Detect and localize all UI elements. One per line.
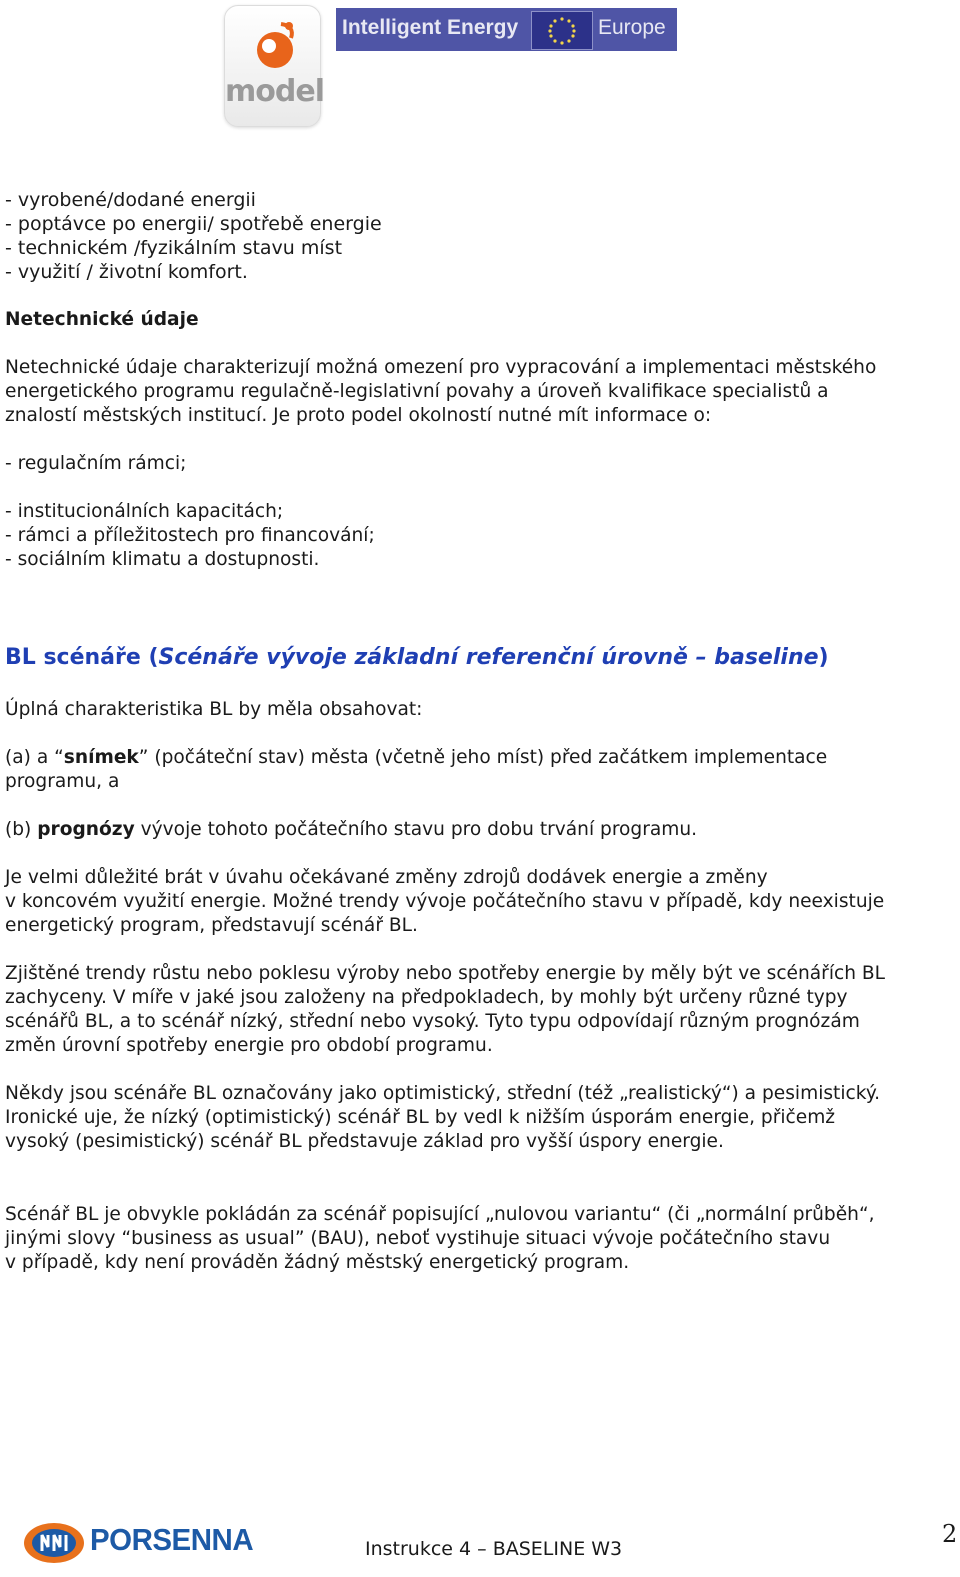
eu-flag-icon bbox=[531, 11, 593, 50]
bl-item-b bbox=[5, 818, 697, 842]
bl-p3-line: Ironické uje, že nízký (optimistický) scénář BL by vedl k nižším úsporám energie, přičemž bbox=[5, 1107, 836, 1128]
model-logo-text: model bbox=[225, 74, 324, 109]
bl-p1-line: v koncovém využití energie. Možné trendy vývoje počátečního stavu v případě, kdy neexistuje bbox=[5, 891, 885, 912]
bl-a-prefix: (a) a “ bbox=[5, 747, 64, 768]
porsenna-logo-text: PORSENNA bbox=[90, 1522, 254, 1557]
bl-p1-line: Je velmi důležité brát v úvahu očekávané změny zdrojů dodávek energie a změny bbox=[5, 867, 768, 888]
footer-title: Instrukce 4 – BASELINE W3 bbox=[365, 1538, 623, 1560]
nontech-para-line: energetického programu regulačně-legislativní povahy a úroveň kvalifikace specialistů a bbox=[5, 381, 829, 402]
porsenna-logo bbox=[22, 1520, 254, 1566]
nontech-heading: Netechnické údaje bbox=[5, 309, 199, 330]
bl-heading-italic: Scénáře vývoje základní referenční úrovně – baseline bbox=[158, 645, 819, 670]
intelligent-energy-banner bbox=[336, 8, 677, 51]
bl-p3-line: Někdy jsou scénáře BL označovány jako optimistický, střední (též „realistický“) a pesimistický. bbox=[5, 1083, 881, 1104]
list1-item-3: - technickém /fyzikálním stavu míst bbox=[5, 237, 343, 259]
bl-p4-line: jinými slovy “business as usual” (BAU), neboť vystihuje situaci vývoje počátečního stavu bbox=[5, 1228, 831, 1249]
bl-item-a-line2: programu, a bbox=[5, 771, 120, 792]
bl-p4-line: v případě, kdy není prováděn žádný městský energetický program. bbox=[5, 1252, 630, 1273]
model-logo bbox=[224, 5, 324, 127]
bl-intro: Úplná charakteristika BL by měla obsahovat: bbox=[5, 699, 423, 720]
bl-p2-line: Zjištěné trendy růstu nebo poklesu výroby nebo spotřeby energie by měly být ve scénářích BL bbox=[5, 963, 886, 984]
nontech-para-line: znalostí městských institucí. Je proto podel okolností nutné mít informace o: bbox=[5, 405, 712, 426]
list1-item-2: - poptávce po energii/ spotřebě energie bbox=[5, 213, 382, 235]
nontech-item: - institucionálních kapacitách; bbox=[5, 501, 284, 522]
bl-b-bold: prognózy bbox=[37, 819, 135, 840]
porsenna-emblem-icon bbox=[22, 1520, 86, 1566]
bl-b-rest: vývoje tohoto počátečního stavu pro dobu trvání programu. bbox=[134, 819, 698, 840]
list1-item-4: - využití / životní komfort. bbox=[5, 261, 248, 283]
model-swirl-icon bbox=[225, 6, 320, 76]
bl-p2-line: scénářů BL, a to scénář nízký, střední nebo vysoký. Tyto typu odpovídají různým prognózám bbox=[5, 1011, 860, 1032]
page-number: 2 bbox=[942, 1520, 958, 1548]
nontech-item: - sociálním klimatu a dostupnosti. bbox=[5, 549, 320, 570]
bl-p1-line: energetický program, představují scénář BL. bbox=[5, 915, 418, 936]
bl-a-bold: snímek bbox=[63, 747, 139, 768]
bl-heading bbox=[5, 646, 829, 670]
nontech-para-line: Netechnické údaje charakterizují možná omezení pro vypracování a implementaci městského bbox=[5, 357, 877, 378]
nontech-item: - rámci a příležitostech pro financování; bbox=[5, 525, 375, 546]
bl-b-prefix: (b) bbox=[5, 819, 38, 840]
bl-item-a bbox=[5, 746, 827, 770]
nontech-item: - regulačním rámci; bbox=[5, 453, 187, 474]
bl-heading-end: ) bbox=[818, 645, 829, 670]
bl-p2-line: změn úrovní spotřeby energie pro období programu. bbox=[5, 1035, 493, 1056]
bl-heading-start: BL scénáře ( bbox=[5, 645, 159, 670]
banner-right-text: Europe bbox=[598, 16, 666, 39]
bl-a-rest: ” (počáteční stav) města (včetně jeho míst) před začátkem implementace bbox=[138, 747, 828, 768]
banner-left-text: Intelligent Energy bbox=[342, 16, 519, 39]
bl-p4-line: Scénář BL je obvykle pokládán za scénář popisující „nulovou variantu“ (či „normální průběh“, bbox=[5, 1204, 875, 1225]
bl-p2-line: zachyceny. V míře v jaké jsou založeny na předpokladech, by mohly být určeny různé typy bbox=[5, 987, 848, 1008]
list1-item-1: - vyrobené/dodané energii bbox=[5, 189, 256, 211]
bl-p3-line: vysoký (pesimistický) scénář BL představuje základ pro vyšší úspory energie. bbox=[5, 1131, 724, 1152]
